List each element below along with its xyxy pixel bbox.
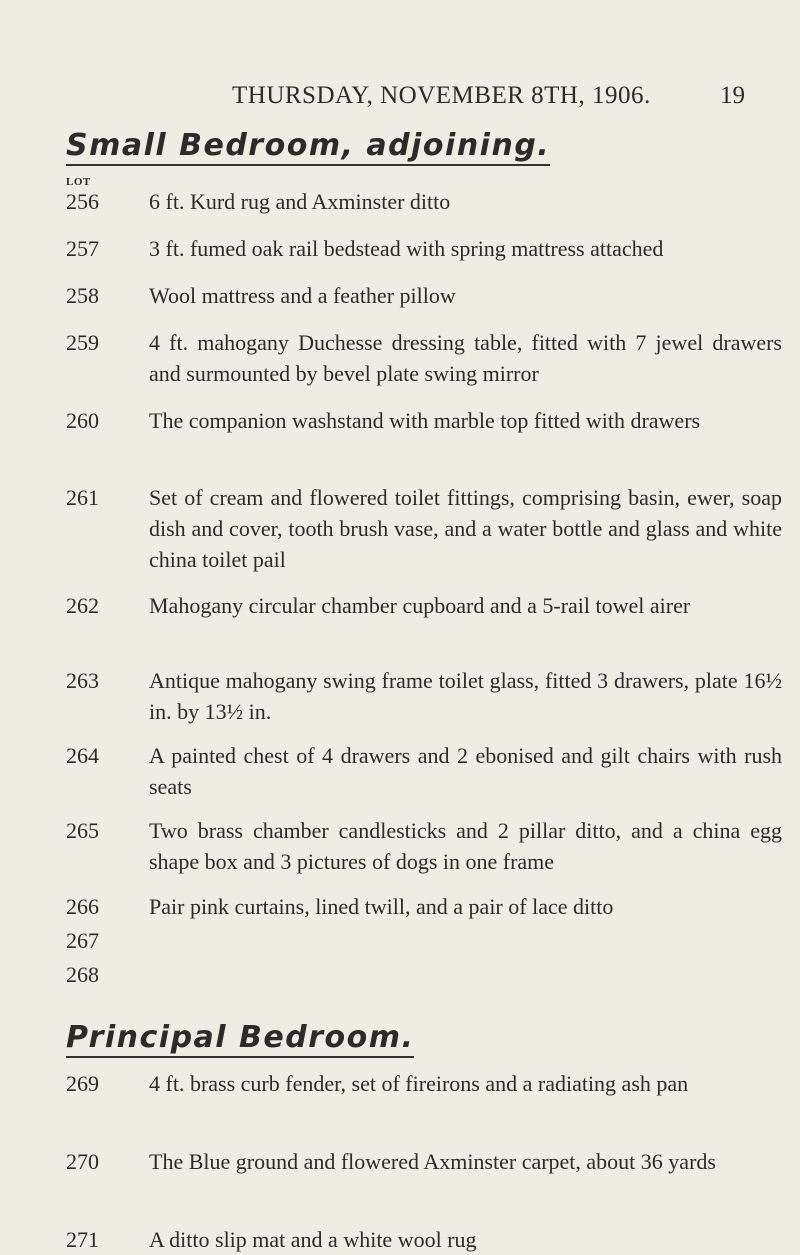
lot-description: A painted chest of 4 drawers and 2 ebonised and gilt chairs with rush seats (149, 743, 782, 799)
lot-number: 257 (66, 236, 99, 261)
lot-number: 271 (66, 1227, 99, 1252)
lot-entry (66, 1146, 782, 1177)
lot-description: The Blue ground and flowered Axminster carpet, about 36 yards (149, 1149, 716, 1174)
lot-entry (66, 327, 782, 389)
lot-column-label: LOT (66, 176, 91, 188)
lot-number: 268 (66, 962, 99, 987)
lot-number: 260 (66, 408, 99, 433)
lot-description: 6 ft. Kurd rug and Axminster ditto (149, 189, 451, 214)
lot-number: 263 (66, 668, 99, 693)
section-heading-text: Small Bedroom, adjoining. (66, 128, 551, 163)
heading-underline (66, 1056, 414, 1058)
lot-description: Wool mattress and a feather pillow (149, 283, 456, 308)
lot-entry (66, 1068, 782, 1099)
page-number: 19 (720, 82, 745, 109)
lot-description: The companion washstand with marble top fitted with drawers (149, 408, 701, 433)
lot-number: 265 (66, 818, 99, 843)
lot-number: 269 (66, 1071, 99, 1096)
lot-entry (66, 405, 782, 436)
lot-description: A ditto slip mat and a white wool rug (149, 1227, 477, 1252)
section-heading-text: Principal Bedroom. (66, 1020, 415, 1055)
lot-entry (66, 891, 782, 922)
lot-number: 267 (66, 928, 99, 953)
lot-number: 264 (66, 743, 99, 768)
lot-number: 266 (66, 894, 99, 919)
lot-entry (66, 815, 782, 877)
lot-entry (66, 740, 782, 802)
lot-description: Pair pink curtains, lined twill, and a pair of lace ditto (149, 894, 614, 919)
page-header: THURSDAY, NOVEMBER 8TH, 1906. (232, 82, 651, 109)
lot-number: 270 (66, 1149, 99, 1174)
lot-entry (66, 186, 782, 217)
lot-description: Mahogany circular chamber cupboard and a 5-rail towel airer (149, 593, 691, 618)
lot-description: Two brass chamber candlesticks and 2 pillar ditto, and a china egg shape box and 3 pictures of dogs in one frame (149, 818, 782, 874)
lot-number: 258 (66, 283, 99, 308)
section-heading-principal-bedroom (66, 1020, 414, 1058)
lot-entry (66, 482, 782, 575)
lot-number: 259 (66, 330, 99, 355)
lot-entry (66, 665, 782, 727)
heading-underline (66, 164, 550, 166)
lot-description: 4 ft. brass curb fender, set of fireirons and a radiating ash pan (149, 1071, 689, 1096)
lot-description: 3 ft. fumed oak rail bedstead with spring mattress attached (149, 236, 664, 261)
lot-number: 261 (66, 485, 99, 510)
lot-number: 262 (66, 593, 99, 618)
lot-entry (66, 280, 782, 311)
lot-entry (66, 590, 782, 621)
section-heading-small-bedroom (66, 128, 550, 166)
lot-entry (66, 233, 782, 264)
lot-description: Set of cream and flowered toilet fittings, comprising basin, ewer, soap dish and cover, tooth brush vase, and a water bottle and glass and white china toilet pail (149, 485, 782, 572)
lot-number: 256 (66, 189, 99, 214)
lot-description: 4 ft. mahogany Duchesse dressing table, fitted with 7 jewel drawers and surmounted by bevel plate swing mirror (149, 330, 782, 386)
lot-entry (66, 1224, 782, 1255)
lot-description: Antique mahogany swing frame toilet glass, fitted 3 drawers, plate 16½ in. by 13½ in. (149, 668, 782, 724)
